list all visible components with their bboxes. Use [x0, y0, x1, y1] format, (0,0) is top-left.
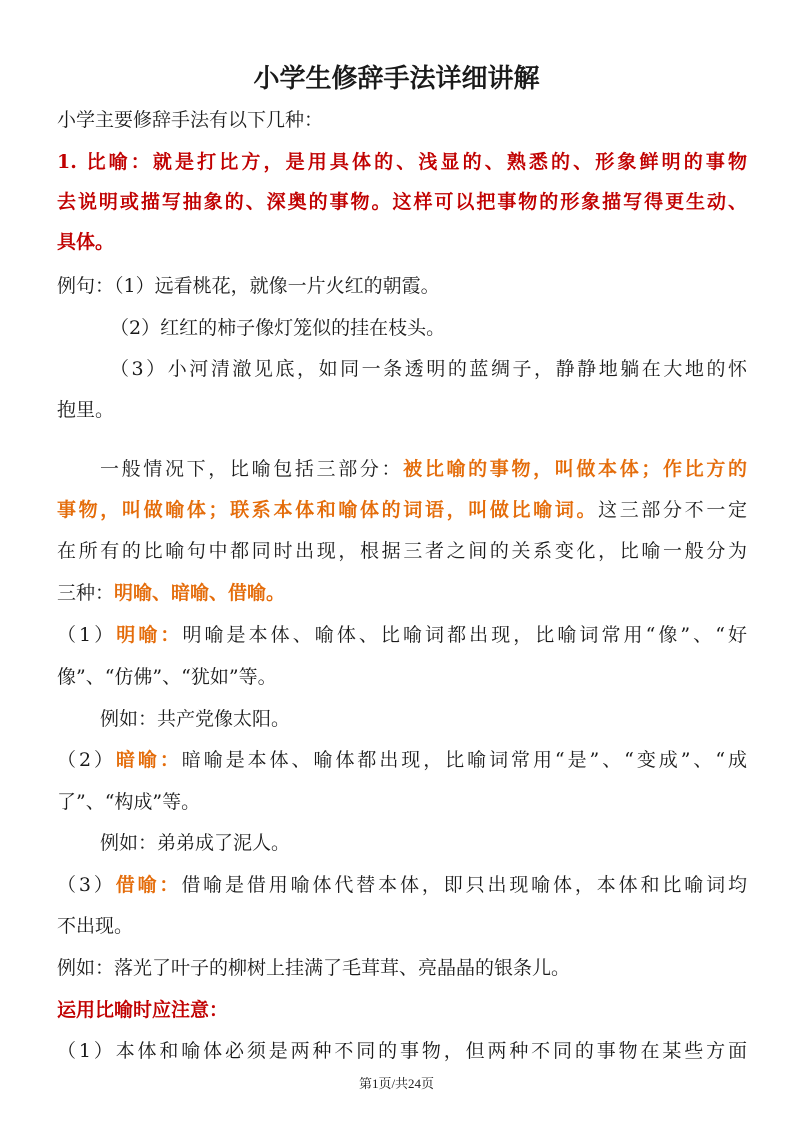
- parts-line-1-highlight: 被比喻的事物，叫做本体；作比方的: [403, 458, 747, 480]
- notice-heading: 运用比喻时应注意：: [57, 999, 229, 1021]
- an-example: 例如：弟弟成了泥人。: [100, 832, 291, 854]
- definition-line-1: 1. 比喻：就是打比方，是用具体的、浅显的、熟悉的、形象鲜明的事物: [57, 151, 747, 173]
- an-label: 暗喻：: [115, 749, 182, 771]
- jie-example: 例如：落光了叶子的柳树上挂满了毛茸茸、亮晶晶的银条儿。: [57, 957, 571, 979]
- ming-number: （1）: [57, 624, 117, 646]
- example-line-2: （2）红红的柿子像灯笼似的挂在枝头。: [110, 317, 446, 339]
- jie-line-2: 不出现。: [57, 915, 134, 937]
- ming-text-1: 明喻是本体、喻体、比喻词都出现，比喻词常用“像”、“好: [182, 624, 747, 646]
- definition-line-3: 具体。: [57, 231, 115, 253]
- parts-line-4: [57, 580, 747, 606]
- parts-line-1: [100, 456, 747, 482]
- jie-line-1: [57, 872, 747, 898]
- intro-line: 小学主要修辞手法有以下几种：: [57, 109, 324, 131]
- parts-line-2: [57, 497, 747, 523]
- jie-text-1: 借喻是借用喻体代替本体，即只出现喻体，本体和比喻词均: [181, 874, 747, 896]
- ming-label: 明喻：: [116, 624, 183, 646]
- jie-label: 借喻：: [115, 874, 182, 896]
- example-line-1: 例句：（1）远看桃花，就像一片火红的朝霞。: [57, 275, 440, 297]
- an-number: （2）: [57, 749, 116, 771]
- an-line-2: 了”、“构成”等。: [57, 791, 201, 813]
- parts-line-3: 在所有的比喻句中都同时出现，根据三者之间的关系变化，比喻一般分为: [57, 540, 747, 562]
- parts-line-2-plain: 这三部分不一定: [598, 499, 747, 521]
- an-line-1: [57, 747, 747, 773]
- parts-line-4-highlight: 明喻、暗喻、借喻。: [114, 582, 286, 604]
- jie-number: （3）: [57, 874, 116, 896]
- ming-line-1: [57, 622, 747, 648]
- page-title: 小学生修辞手法详细讲解: [253, 64, 540, 94]
- definition-line-2: 去说明或描写抽象的、深奥的事物。这样可以把事物的形象描写得更生动、: [57, 191, 747, 213]
- parts-line-2-highlight: 事物，叫做喻体；联系本体和喻体的词语，叫做比喻词。: [57, 499, 599, 521]
- parts-line-1-plain: 一般情况下，比喻包括三部分：: [100, 458, 404, 480]
- an-text-1: 暗喻是本体、喻体都出现，比喻词常用“是”、“变成”、“成: [181, 749, 747, 771]
- notice-item-1: （1）本体和喻体必须是两种不同的事物，但两种不同的事物在某些方面: [57, 1040, 747, 1062]
- example-line-3b: 抱里。: [57, 399, 115, 421]
- page-footer: 第1页/共24页: [358, 1076, 435, 1091]
- ming-line-2: 像”、“仿佛”、“犹如”等。: [57, 666, 277, 688]
- ming-example: 例如：共产党像太阳。: [100, 708, 291, 730]
- example-line-3a: （3）小河清澈见底，如同一条透明的蓝绸子，静静地躺在大地的怀: [110, 358, 747, 380]
- parts-line-4-plain: 三种：: [57, 582, 115, 604]
